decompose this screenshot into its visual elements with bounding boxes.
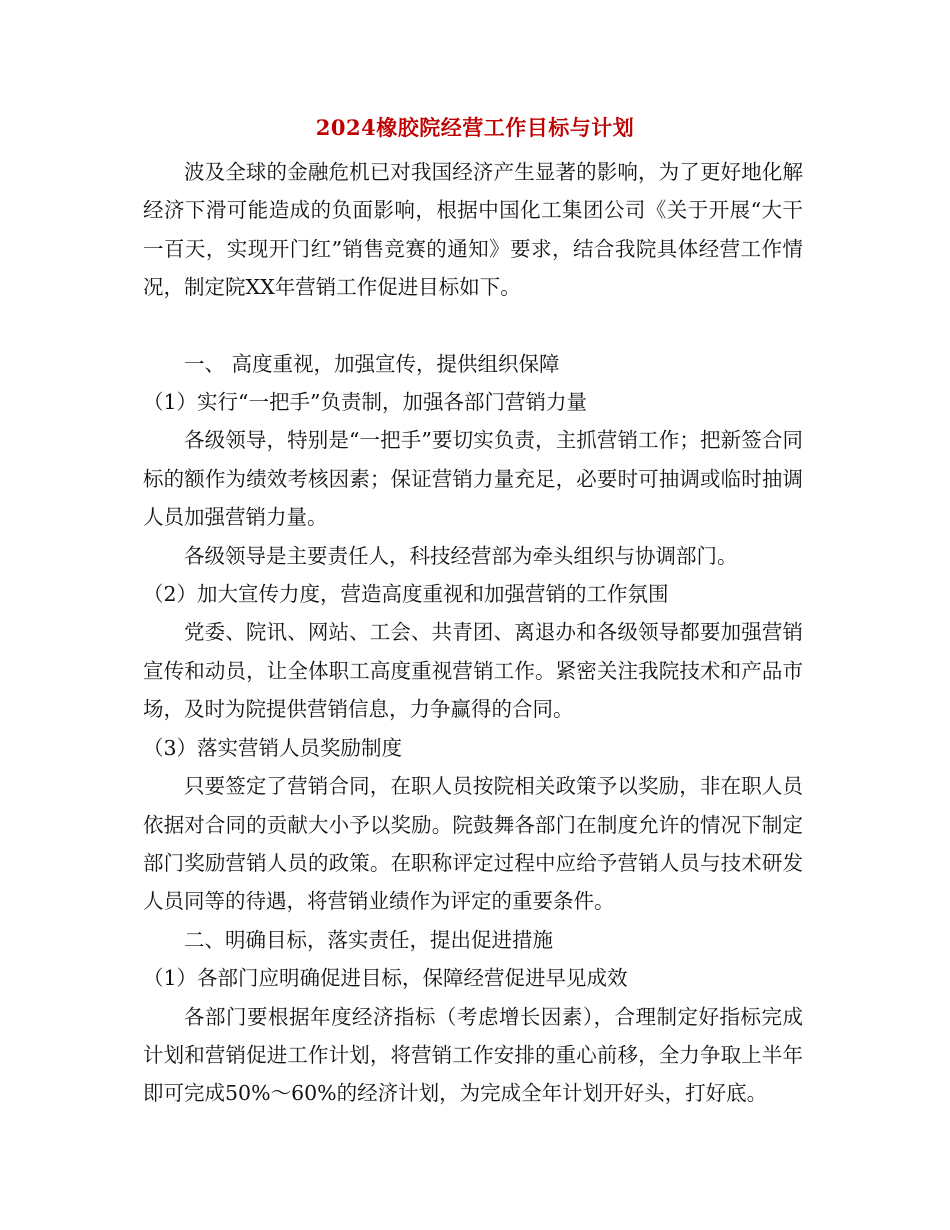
paragraph-spacer xyxy=(143,307,803,345)
paragraph-1-1-a: 各级领导，特别是“一把手”要切实负责，主抓营销工作；把新签合同标的额作为绩效考核因素；保证营销力量充足，必要时可抽调或临时抽调人员加强营销力量。 xyxy=(143,428,803,530)
paragraph-1-2: 党委、院讯、网站、工会、共青团、离退办和各级领导都要加强营销宣传和动员，让全体职工高度重视营销工作。紧密关注我院技术和产品市场，及时为院提供营销信息，力争赢得的合同。 xyxy=(143,620,803,722)
intro-paragraph: 波及全球的金融危机已对我国经济产生显著的影响，为了更好地化解经济下滑可能造成的负面影响，根据中国化工集团公司《关于开展“大干一百天，实现开门红”销售竞赛的通知》要求，结合我院具体经营工作情况，制定院XX年营销工作促进目标如下。 xyxy=(143,160,803,300)
paragraph-1-3: 只要签定了营销合同，在职人员按院相关政策予以奖励，非在职人员依据对合同的贡献大小予以奖励。院鼓舞各部门在制度允许的情况下制定部门奖励营销人员的政策。在职称评定过程中应给予营销人员与技术研发人员同等的待遇，将营销业绩作为评定的重要条件。 xyxy=(143,774,803,914)
section-heading-2: 二、明确目标，落实责任，提出促进措施 xyxy=(184,927,553,952)
document-body xyxy=(143,153,803,1113)
section-heading-1: 一、 高度重视，加强宣传，提供组织保障 xyxy=(184,351,560,376)
subheading-2-1: （1）各部门应明确促进目标，保障经营促进早见成效 xyxy=(143,966,628,991)
subheading-1-1: （1）实行“一把手”负责制，加强各部门营销力量 xyxy=(143,390,588,415)
subheading-1-2: （2）加大宣传力度，营造高度重视和加强营销的工作氛围 xyxy=(143,582,669,607)
paragraph-2-1: 各部门要根据年度经济指标（考虑增长因素），合理制定好指标完成计划和营销促进工作计划，将营销工作安排的重心前移，全力争取上半年即可完成50%～60%的经济计划，为完成全年计划开好头，打好底。 xyxy=(143,1004,803,1106)
paragraph-1-1-b: 各级领导是主要责任人，科技经营部为牵头组织与协调部门。 xyxy=(184,543,738,568)
subheading-1-3: （3）落实营销人员奖励制度 xyxy=(143,735,403,760)
document-title: 2024橡胶院经营工作目标与计划 xyxy=(315,115,635,140)
